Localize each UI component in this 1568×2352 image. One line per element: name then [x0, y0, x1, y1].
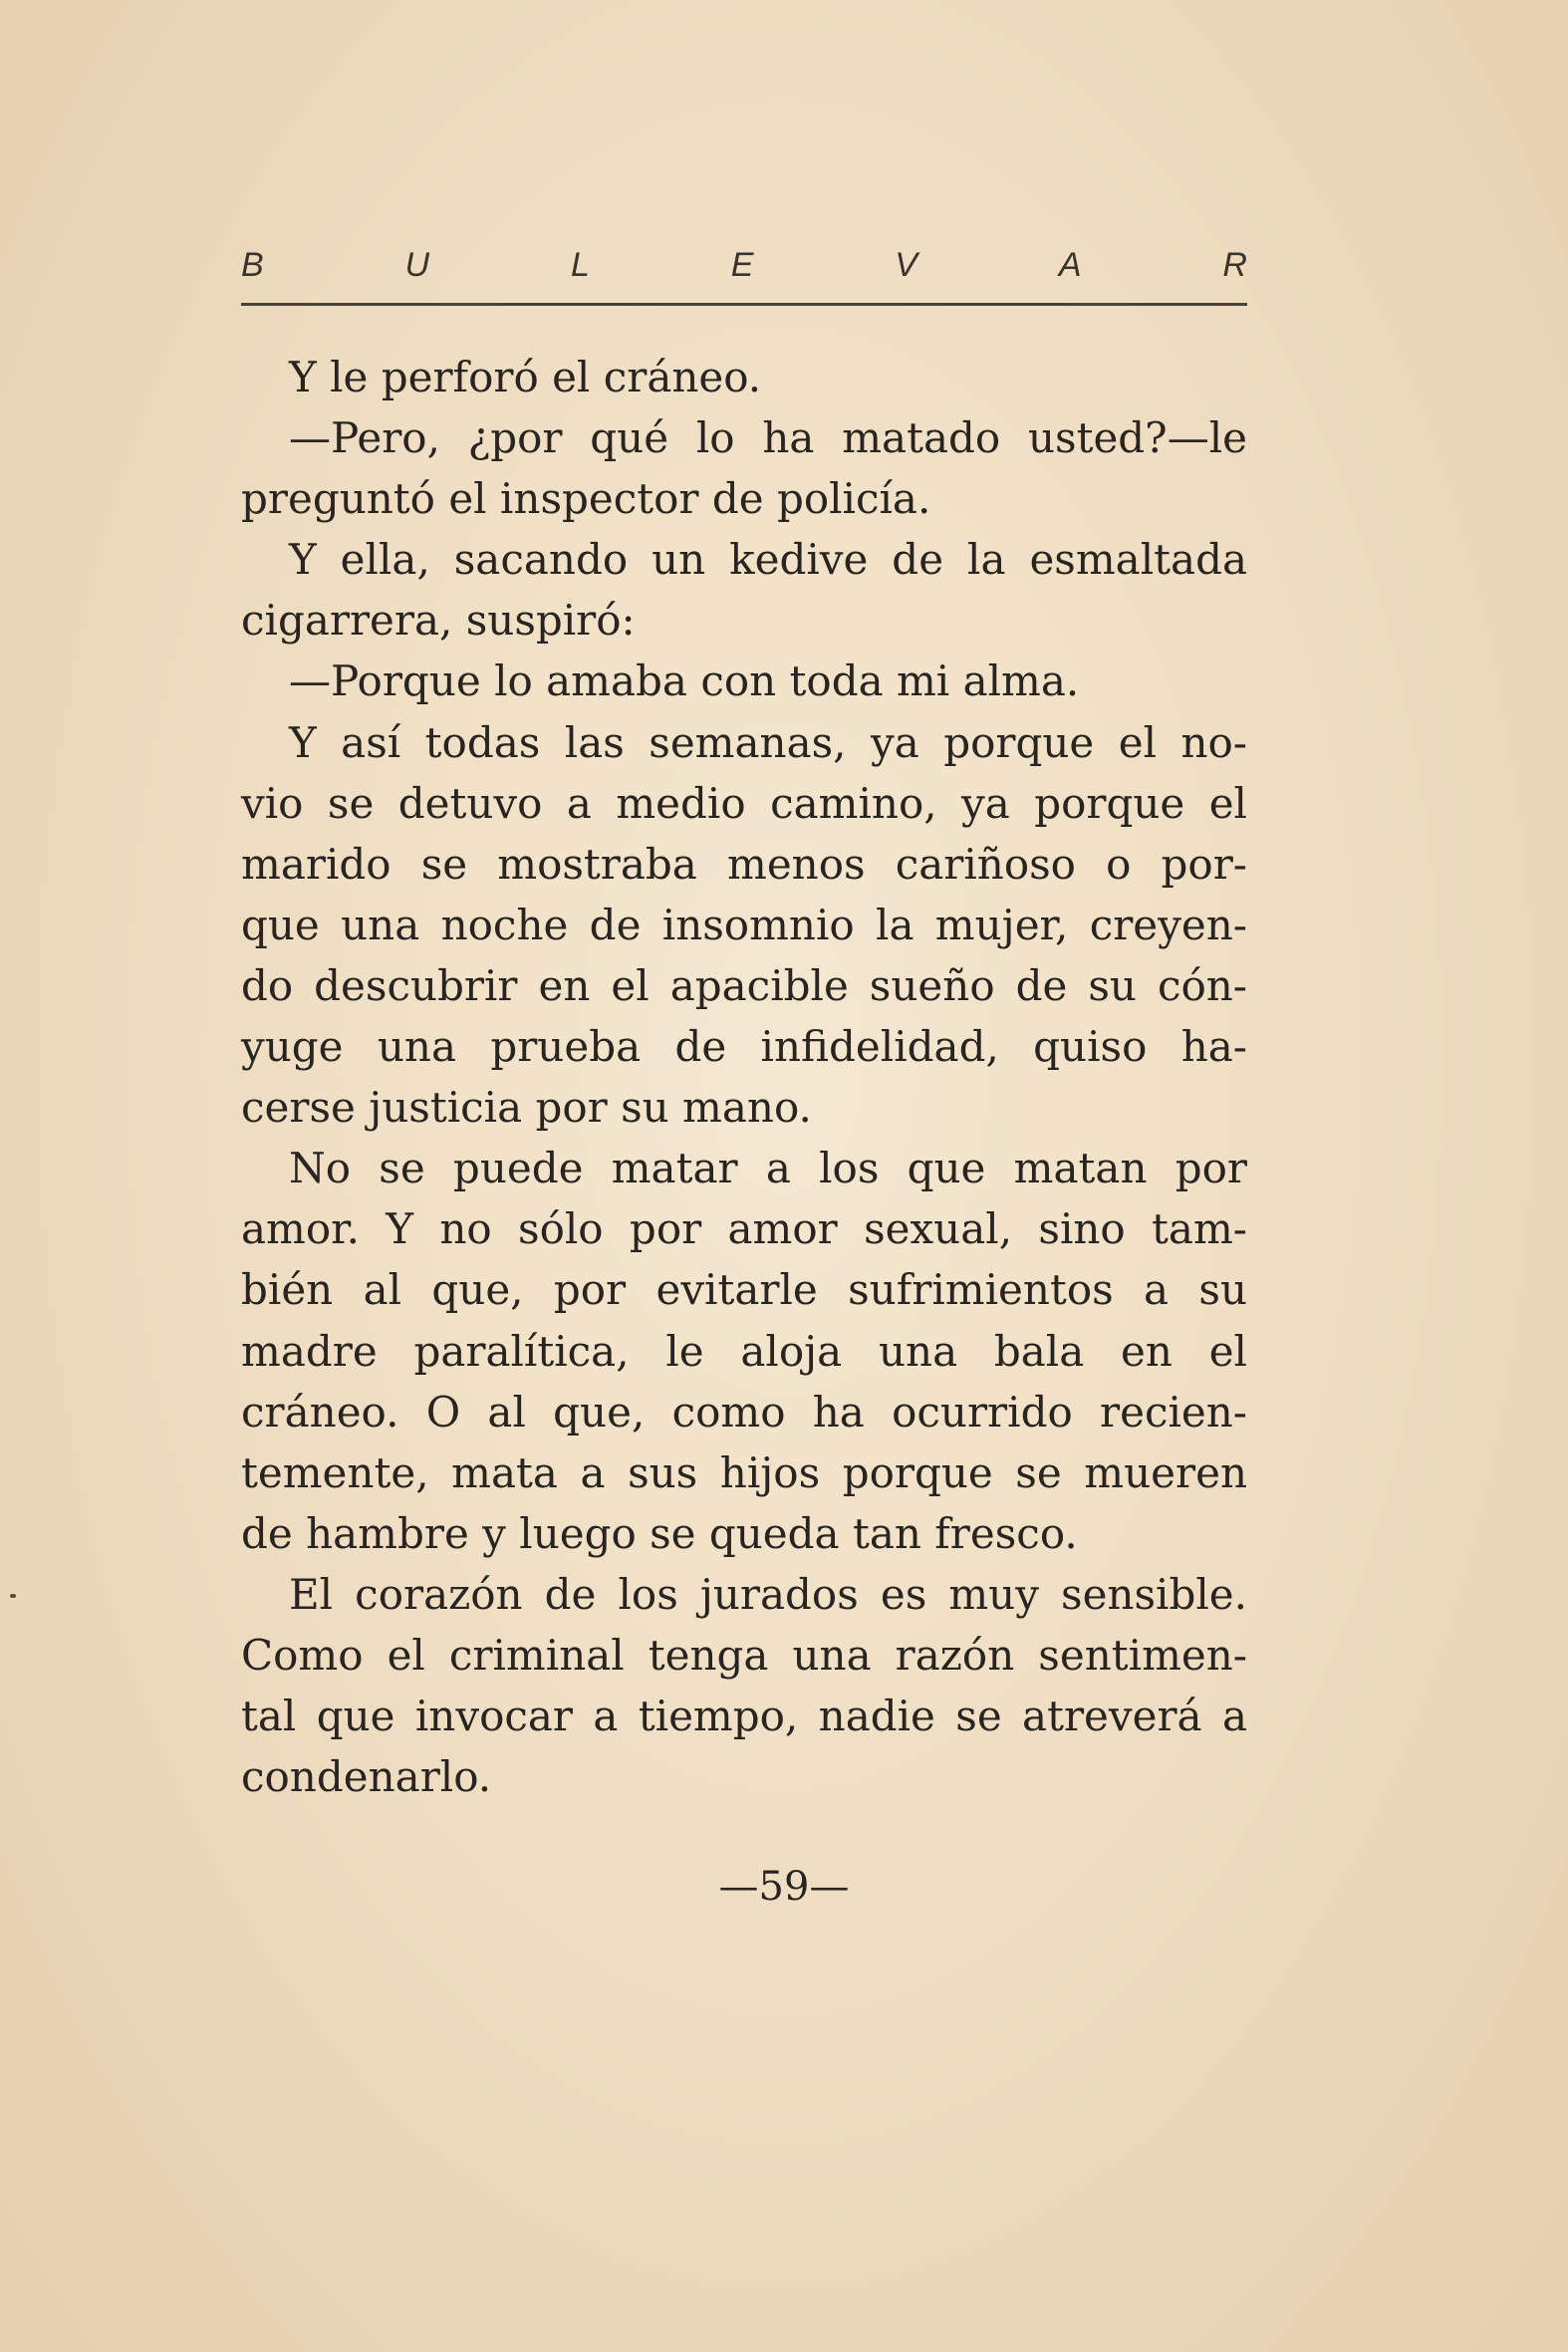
text-line: cigarrera, suspiró:	[241, 596, 636, 646]
paper-speck	[10, 1594, 16, 1598]
text-line: temente, mata a sus hijos porque se mueren	[241, 1447, 1247, 1497]
running-head-letter: U	[404, 245, 430, 284]
text-line: Y ella, sacando un kedive de la esmaltada	[289, 535, 1247, 585]
text-line: —Pero, ¿por qué lo ha matado usted?—le	[289, 413, 1247, 463]
text-line: marido se mostraba menos cariñoso o por-	[241, 839, 1247, 889]
running-head	[241, 237, 1247, 293]
text-line: vio se detuvo a medio camino, ya porque el	[241, 778, 1247, 828]
page-number: —59—	[718, 1864, 850, 1910]
text-line: de hambre y luego se queda tan fresco.	[241, 1508, 1078, 1558]
text-line: amor. Y no sólo por amor sexual, sino tam-	[241, 1204, 1247, 1254]
text-line: do descubrir en el apacible sueño de su cón-	[241, 960, 1247, 1010]
running-head-letter: R	[1222, 245, 1247, 284]
text-line: Y así todas las semanas, ya porque el no-	[289, 717, 1247, 767]
text-line: No se puede matar a los que matan por	[289, 1144, 1247, 1193]
running-head-letter: B	[241, 245, 264, 284]
text-line: tal que invocar a tiempo, nadie se atreverá a	[241, 1692, 1247, 1741]
text-line: condenarlo.	[241, 1752, 492, 1802]
text-line: cráneo. O al que, como ha ocurrido recien-	[241, 1387, 1247, 1437]
text-line: Y le perforó el cráneo.	[289, 353, 762, 401]
text-line: preguntó el inspector de policía.	[241, 474, 931, 524]
running-head-letter: L	[570, 245, 590, 284]
running-head-letter: A	[1058, 245, 1082, 284]
text-line: bién al que, por evitarle sufrimientos a su	[241, 1265, 1247, 1315]
running-head-letter: V	[895, 245, 917, 284]
text-line: Como el criminal tenga una razón sentimen-	[241, 1630, 1247, 1680]
running-head-letter: E	[730, 245, 754, 284]
header-rule	[241, 303, 1247, 306]
text-line: —Porque lo amaba con toda mi alma.	[289, 656, 1080, 706]
text-line: cerse justicia por su mano.	[241, 1083, 812, 1133]
text-line: que una noche de insomnio la mujer, creyen-	[241, 900, 1247, 949]
text-line: yuge una prueba de infidelidad, quiso ha-	[241, 1022, 1247, 1072]
body-text	[241, 347, 1247, 1807]
text-line: El corazón de los jurados es muy sensible.	[289, 1569, 1247, 1619]
text-line: madre paralítica, le aloja una bala en el	[241, 1326, 1247, 1376]
